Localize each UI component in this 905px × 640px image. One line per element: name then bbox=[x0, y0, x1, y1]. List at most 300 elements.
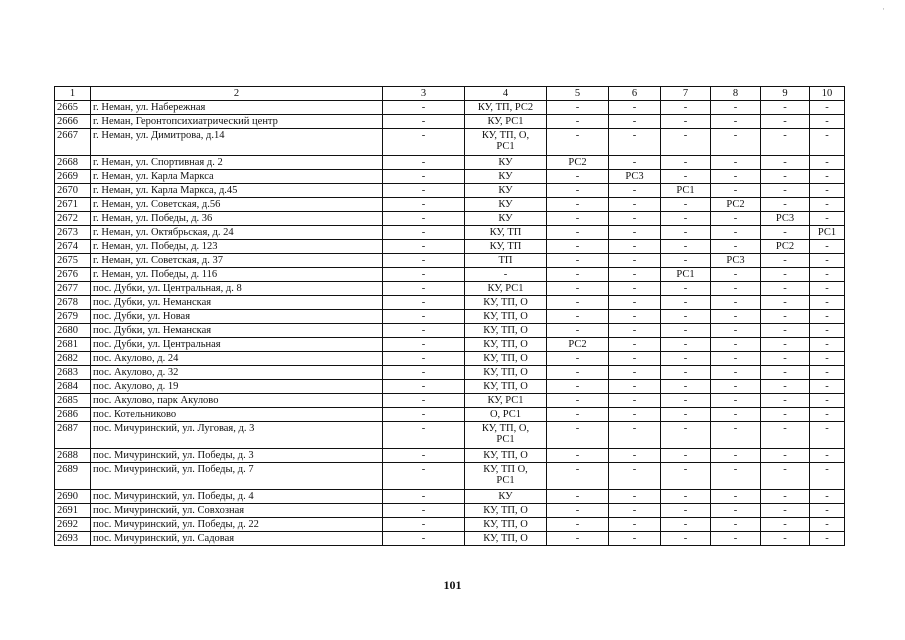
header-cell: 6 bbox=[609, 87, 661, 101]
cell-col-5: - bbox=[547, 101, 609, 115]
cell-col-10: - bbox=[810, 254, 845, 268]
cell-address: г. Неман, ул. Советская, д. 37 bbox=[91, 254, 383, 268]
cell-col-3: - bbox=[383, 394, 465, 408]
cell-col-6: - bbox=[609, 240, 661, 254]
cell-col-3: - bbox=[383, 115, 465, 129]
cell-col-3: - bbox=[383, 282, 465, 296]
cell-col-10: - bbox=[810, 532, 845, 546]
cell-col-6: - bbox=[609, 115, 661, 129]
cell-col-5: - bbox=[547, 240, 609, 254]
cell-col-3: - bbox=[383, 463, 465, 490]
cell-col-6: - bbox=[609, 490, 661, 504]
cell-row-number: 2665 bbox=[55, 101, 91, 115]
header-cell: 4 bbox=[465, 87, 547, 101]
cell-col-3: - bbox=[383, 226, 465, 240]
cell-col-10: - bbox=[810, 380, 845, 394]
cell-col-9: - bbox=[761, 129, 810, 156]
cell-col-8: - bbox=[711, 212, 761, 226]
cell-col-3: - bbox=[383, 212, 465, 226]
cell-col-7: - bbox=[661, 226, 711, 240]
cell-col-3: - bbox=[383, 198, 465, 212]
cell-col-7: - bbox=[661, 338, 711, 352]
cell-address: г. Неман, ул. Победы, д. 116 bbox=[91, 268, 383, 282]
cell-address: г. Неман, Геронтопсихиатрический центр bbox=[91, 115, 383, 129]
cell-col-7: - bbox=[661, 198, 711, 212]
cell-col-7: - bbox=[661, 490, 711, 504]
cell-col-10: - bbox=[810, 170, 845, 184]
cell-col-4: КУ, ТП bbox=[465, 226, 547, 240]
table-row bbox=[55, 129, 845, 156]
cell-col-5: - bbox=[547, 394, 609, 408]
cell-col-7: - bbox=[661, 532, 711, 546]
cell-col-7: - bbox=[661, 324, 711, 338]
cell-col-4: КУ, ТП, О bbox=[465, 518, 547, 532]
table-row bbox=[55, 422, 845, 449]
cell-address: пос. Дубки, ул. Центральная, д. 8 bbox=[91, 282, 383, 296]
cell-address: пос. Мичуринский, ул. Луговая, д. 3 bbox=[91, 422, 383, 449]
cell-row-number: 2686 bbox=[55, 408, 91, 422]
table-body bbox=[55, 101, 845, 546]
cell-row-number: 2669 bbox=[55, 170, 91, 184]
table-row bbox=[55, 254, 845, 268]
cell-row-number: 2675 bbox=[55, 254, 91, 268]
cell-col-9: РС3 bbox=[761, 212, 810, 226]
cell-address: пос. Мичуринский, ул. Победы, д. 3 bbox=[91, 449, 383, 463]
header-cell: 8 bbox=[711, 87, 761, 101]
cell-col-9: - bbox=[761, 282, 810, 296]
cell-row-number: 2684 bbox=[55, 380, 91, 394]
cell-col-5: - bbox=[547, 296, 609, 310]
cell-col-4: КУ, ТП, О bbox=[465, 296, 547, 310]
cell-col-10: - bbox=[810, 129, 845, 156]
cell-col-10: - bbox=[810, 352, 845, 366]
cell-col-6: - bbox=[609, 226, 661, 240]
cell-col-4: КУ, ТП, О, РС1 bbox=[465, 129, 547, 156]
cell-col-5: - bbox=[547, 115, 609, 129]
table-row bbox=[55, 156, 845, 170]
cell-col-6: - bbox=[609, 310, 661, 324]
cell-col-4: КУ, РС1 bbox=[465, 115, 547, 129]
cell-col-9: - bbox=[761, 463, 810, 490]
table-row bbox=[55, 282, 845, 296]
table-row bbox=[55, 296, 845, 310]
table-row bbox=[55, 449, 845, 463]
cell-col-6: - bbox=[609, 296, 661, 310]
cell-col-6: - bbox=[609, 212, 661, 226]
cell-col-6: - bbox=[609, 504, 661, 518]
table-row bbox=[55, 115, 845, 129]
cell-row-number: 2677 bbox=[55, 282, 91, 296]
cell-col-4: КУ, ТП, РС2 bbox=[465, 101, 547, 115]
cell-col-6: - bbox=[609, 380, 661, 394]
cell-col-7: - bbox=[661, 422, 711, 449]
cell-col-9: - bbox=[761, 101, 810, 115]
cell-col-8: - bbox=[711, 282, 761, 296]
cell-col-3: - bbox=[383, 518, 465, 532]
cell-col-9: - bbox=[761, 115, 810, 129]
cell-col-6: - bbox=[609, 254, 661, 268]
cell-col-5: - bbox=[547, 366, 609, 380]
header-cell: 9 bbox=[761, 87, 810, 101]
cell-col-9: - bbox=[761, 296, 810, 310]
cell-row-number: 2690 bbox=[55, 490, 91, 504]
cell-col-9: - bbox=[761, 504, 810, 518]
cell-col-7: - bbox=[661, 240, 711, 254]
table-row bbox=[55, 338, 845, 352]
table-row bbox=[55, 380, 845, 394]
table-row bbox=[55, 184, 845, 198]
cell-col-10: - bbox=[810, 184, 845, 198]
cell-col-10: - bbox=[810, 408, 845, 422]
cell-col-3: - bbox=[383, 184, 465, 198]
cell-col-3: - bbox=[383, 490, 465, 504]
table-row bbox=[55, 226, 845, 240]
cell-col-4: КУ bbox=[465, 156, 547, 170]
cell-col-5: - bbox=[547, 352, 609, 366]
cell-address: пос. Дубки, ул. Неманская bbox=[91, 324, 383, 338]
header-cell: 10 bbox=[810, 87, 845, 101]
cell-col-6: - bbox=[609, 198, 661, 212]
cell-col-10: - bbox=[810, 394, 845, 408]
cell-col-3: - bbox=[383, 101, 465, 115]
cell-row-number: 2683 bbox=[55, 366, 91, 380]
cell-col-5: РС2 bbox=[547, 338, 609, 352]
cell-address: г. Неман, ул. Октябрьская, д. 24 bbox=[91, 226, 383, 240]
cell-col-10: - bbox=[810, 422, 845, 449]
cell-col-8: - bbox=[711, 324, 761, 338]
cell-col-5: - bbox=[547, 282, 609, 296]
cell-col-8: РС2 bbox=[711, 198, 761, 212]
cell-col-4: КУ bbox=[465, 212, 547, 226]
header-cell: 3 bbox=[383, 87, 465, 101]
cell-col-4: КУ, РС1 bbox=[465, 394, 547, 408]
cell-col-10: - bbox=[810, 338, 845, 352]
cell-col-9: - bbox=[761, 310, 810, 324]
cell-col-3: - bbox=[383, 338, 465, 352]
cell-col-3: - bbox=[383, 268, 465, 282]
table-row bbox=[55, 198, 845, 212]
cell-col-8: - bbox=[711, 115, 761, 129]
cell-col-10: - bbox=[810, 115, 845, 129]
cell-address: пос. Дубки, ул. Центральная bbox=[91, 338, 383, 352]
cell-col-4: КУ, РС1 bbox=[465, 282, 547, 296]
cell-col-5: - bbox=[547, 449, 609, 463]
cell-col-4: КУ bbox=[465, 198, 547, 212]
header-cell: 7 bbox=[661, 87, 711, 101]
cell-col-8: - bbox=[711, 504, 761, 518]
cell-col-3: - bbox=[383, 296, 465, 310]
cell-col-10: - bbox=[810, 366, 845, 380]
cell-col-7: - bbox=[661, 101, 711, 115]
cell-col-5: - bbox=[547, 170, 609, 184]
table-row bbox=[55, 170, 845, 184]
cell-address: пос. Дубки, ул. Неманская bbox=[91, 296, 383, 310]
cell-col-10: - bbox=[810, 449, 845, 463]
cell-col-3: - bbox=[383, 532, 465, 546]
cell-col-10: - bbox=[810, 101, 845, 115]
cell-col-5: - bbox=[547, 212, 609, 226]
cell-col-9: - bbox=[761, 422, 810, 449]
cell-col-7: - bbox=[661, 463, 711, 490]
cell-col-4: КУ bbox=[465, 170, 547, 184]
cell-row-number: 2689 bbox=[55, 463, 91, 490]
cell-col-8: - bbox=[711, 129, 761, 156]
cell-col-5: - bbox=[547, 198, 609, 212]
table-row bbox=[55, 324, 845, 338]
cell-col-4: КУ bbox=[465, 184, 547, 198]
table-row bbox=[55, 101, 845, 115]
cell-col-8: - bbox=[711, 170, 761, 184]
cell-col-4: КУ, ТП, О bbox=[465, 324, 547, 338]
cell-col-7: РС1 bbox=[661, 184, 711, 198]
cell-col-8: - bbox=[711, 449, 761, 463]
cell-col-8: - bbox=[711, 226, 761, 240]
cell-col-6: - bbox=[609, 422, 661, 449]
cell-address: пос. Мичуринский, ул. Победы, д. 22 bbox=[91, 518, 383, 532]
cell-col-5: РС2 bbox=[547, 156, 609, 170]
cell-col-4: КУ, ТП, О bbox=[465, 449, 547, 463]
cell-row-number: 2671 bbox=[55, 198, 91, 212]
table-row bbox=[55, 240, 845, 254]
cell-col-9: РС2 bbox=[761, 240, 810, 254]
cell-row-number: 2672 bbox=[55, 212, 91, 226]
cell-col-7: - bbox=[661, 504, 711, 518]
page-number: 101 bbox=[443, 578, 462, 592]
cell-address: пос. Акулово, парк Акулово bbox=[91, 394, 383, 408]
cell-col-5: - bbox=[547, 490, 609, 504]
cell-address: г. Неман, ул. Победы, д. 36 bbox=[91, 212, 383, 226]
cell-col-5: - bbox=[547, 532, 609, 546]
cell-row-number: 2685 bbox=[55, 394, 91, 408]
cell-row-number: 2666 bbox=[55, 115, 91, 129]
cell-col-9: - bbox=[761, 338, 810, 352]
cell-col-10: - bbox=[810, 212, 845, 226]
cell-col-3: - bbox=[383, 422, 465, 449]
cell-row-number: 2681 bbox=[55, 338, 91, 352]
table-row bbox=[55, 268, 845, 282]
cell-row-number: 2670 bbox=[55, 184, 91, 198]
cell-col-8: - bbox=[711, 338, 761, 352]
cell-col-9: - bbox=[761, 254, 810, 268]
cell-col-4: КУ, ТП О, РС1 bbox=[465, 463, 547, 490]
cell-col-10: - bbox=[810, 156, 845, 170]
cell-col-7: - bbox=[661, 380, 711, 394]
table-row bbox=[55, 310, 845, 324]
cell-col-7: - bbox=[661, 310, 711, 324]
cell-col-5: - bbox=[547, 184, 609, 198]
table-row bbox=[55, 366, 845, 380]
cell-row-number: 2674 bbox=[55, 240, 91, 254]
cell-address: г. Неман, ул. Советская, д.56 bbox=[91, 198, 383, 212]
cell-col-6: - bbox=[609, 408, 661, 422]
cell-col-9: - bbox=[761, 490, 810, 504]
cell-col-5: - bbox=[547, 518, 609, 532]
cell-col-10: - bbox=[810, 463, 845, 490]
cell-col-4: КУ bbox=[465, 490, 547, 504]
table-row bbox=[55, 394, 845, 408]
table-row bbox=[55, 532, 845, 546]
cell-col-5: - bbox=[547, 504, 609, 518]
cell-col-8: - bbox=[711, 352, 761, 366]
cell-col-10: - bbox=[810, 282, 845, 296]
cell-col-3: - bbox=[383, 129, 465, 156]
table-row bbox=[55, 212, 845, 226]
cell-row-number: 2687 bbox=[55, 422, 91, 449]
table-row bbox=[55, 504, 845, 518]
cell-col-4: КУ, ТП, О bbox=[465, 532, 547, 546]
cell-col-6: - bbox=[609, 463, 661, 490]
cell-col-4: КУ, ТП, О bbox=[465, 504, 547, 518]
cell-row-number: 2678 bbox=[55, 296, 91, 310]
cell-col-6: - bbox=[609, 338, 661, 352]
cell-col-8: - bbox=[711, 101, 761, 115]
cell-col-9: - bbox=[761, 268, 810, 282]
cell-col-8: - bbox=[711, 156, 761, 170]
cell-col-6: - bbox=[609, 129, 661, 156]
cell-col-8: - bbox=[711, 490, 761, 504]
cell-col-8: - bbox=[711, 518, 761, 532]
cell-col-6: - bbox=[609, 282, 661, 296]
cell-col-8: - bbox=[711, 310, 761, 324]
cell-address: пос. Дубки, ул. Новая bbox=[91, 310, 383, 324]
cell-col-8: - bbox=[711, 296, 761, 310]
cell-col-6: - bbox=[609, 268, 661, 282]
cell-col-10: - bbox=[810, 198, 845, 212]
cell-col-10: - bbox=[810, 518, 845, 532]
cell-col-5: - bbox=[547, 268, 609, 282]
cell-col-3: - bbox=[383, 324, 465, 338]
cell-address: г. Неман, ул. Спортивная д. 2 bbox=[91, 156, 383, 170]
cell-col-5: - bbox=[547, 310, 609, 324]
cell-col-4: КУ, ТП bbox=[465, 240, 547, 254]
cell-col-10: - bbox=[810, 296, 845, 310]
cell-col-4: КУ, ТП, О bbox=[465, 352, 547, 366]
cell-col-3: - bbox=[383, 170, 465, 184]
cell-col-7: РС1 bbox=[661, 268, 711, 282]
cell-col-9: - bbox=[761, 449, 810, 463]
cell-col-7: - bbox=[661, 518, 711, 532]
cell-col-6: - bbox=[609, 156, 661, 170]
cell-col-9: - bbox=[761, 352, 810, 366]
cell-col-6: - bbox=[609, 394, 661, 408]
cell-col-4: ТП bbox=[465, 254, 547, 268]
table-row bbox=[55, 490, 845, 504]
cell-address: пос. Мичуринский, ул. Садовая bbox=[91, 532, 383, 546]
table-row bbox=[55, 408, 845, 422]
cell-col-8: - bbox=[711, 380, 761, 394]
header-cell: 5 bbox=[547, 87, 609, 101]
cell-col-9: - bbox=[761, 394, 810, 408]
cell-col-8: - bbox=[711, 394, 761, 408]
cell-col-4: КУ, ТП, О bbox=[465, 310, 547, 324]
cell-col-7: - bbox=[661, 352, 711, 366]
cell-col-9: - bbox=[761, 518, 810, 532]
cell-row-number: 2668 bbox=[55, 156, 91, 170]
cell-col-5: - bbox=[547, 324, 609, 338]
cell-col-6: - bbox=[609, 366, 661, 380]
cell-row-number: 2691 bbox=[55, 504, 91, 518]
cell-col-6: - bbox=[609, 352, 661, 366]
cell-row-number: 2673 bbox=[55, 226, 91, 240]
cell-col-6: - bbox=[609, 449, 661, 463]
cell-col-3: - bbox=[383, 352, 465, 366]
cell-col-7: - bbox=[661, 170, 711, 184]
cell-col-3: - bbox=[383, 380, 465, 394]
cell-col-6: - bbox=[609, 518, 661, 532]
cell-address: пос. Мичуринский, ул. Совхозная bbox=[91, 504, 383, 518]
cell-col-5: - bbox=[547, 380, 609, 394]
cell-col-3: - bbox=[383, 366, 465, 380]
cell-col-9: - bbox=[761, 156, 810, 170]
cell-col-8: - bbox=[711, 184, 761, 198]
cell-col-3: - bbox=[383, 254, 465, 268]
cell-col-7: - bbox=[661, 408, 711, 422]
cell-row-number: 2676 bbox=[55, 268, 91, 282]
cell-col-8: - bbox=[711, 408, 761, 422]
header-cell: 2 bbox=[91, 87, 383, 101]
cell-col-10: - bbox=[810, 324, 845, 338]
cell-address: пос. Мичуринский, ул. Победы, д. 7 bbox=[91, 463, 383, 490]
cell-col-8: - bbox=[711, 422, 761, 449]
cell-address: пос. Акулово, д. 24 bbox=[91, 352, 383, 366]
table-row bbox=[55, 463, 845, 490]
cell-row-number: 2693 bbox=[55, 532, 91, 546]
cell-col-9: - bbox=[761, 198, 810, 212]
cell-col-8: - bbox=[711, 532, 761, 546]
cell-col-8: РС3 bbox=[711, 254, 761, 268]
cell-row-number: 2688 bbox=[55, 449, 91, 463]
cell-col-7: - bbox=[661, 394, 711, 408]
cell-col-3: - bbox=[383, 504, 465, 518]
registry-table bbox=[54, 86, 845, 546]
cell-col-9: - bbox=[761, 380, 810, 394]
cell-col-6: - bbox=[609, 532, 661, 546]
cell-col-8: - bbox=[711, 240, 761, 254]
cell-address: пос. Акулово, д. 32 bbox=[91, 366, 383, 380]
cell-col-9: - bbox=[761, 226, 810, 240]
header-row bbox=[55, 87, 845, 101]
cell-col-3: - bbox=[383, 240, 465, 254]
cell-col-7: - bbox=[661, 296, 711, 310]
cell-col-6: РС3 bbox=[609, 170, 661, 184]
cell-col-7: - bbox=[661, 282, 711, 296]
cell-col-10: - bbox=[810, 310, 845, 324]
cell-col-3: - bbox=[383, 449, 465, 463]
cell-row-number: 2667 bbox=[55, 129, 91, 156]
cell-col-7: - bbox=[661, 212, 711, 226]
cell-col-5: - bbox=[547, 408, 609, 422]
cell-address: г. Неман, ул. Карла Маркса bbox=[91, 170, 383, 184]
cell-col-9: - bbox=[761, 170, 810, 184]
cell-col-10: РС1 bbox=[810, 226, 845, 240]
cell-col-4: КУ, ТП, О bbox=[465, 338, 547, 352]
cell-col-6: - bbox=[609, 184, 661, 198]
cell-address: пос. Акулово, д. 19 bbox=[91, 380, 383, 394]
cell-col-5: - bbox=[547, 129, 609, 156]
table-row bbox=[55, 352, 845, 366]
cell-col-9: - bbox=[761, 408, 810, 422]
cell-address: пос. Котельниково bbox=[91, 408, 383, 422]
cell-col-4: КУ, ТП, О bbox=[465, 366, 547, 380]
cell-col-9: - bbox=[761, 366, 810, 380]
cell-col-4: О, РС1 bbox=[465, 408, 547, 422]
cell-col-3: - bbox=[383, 310, 465, 324]
cell-col-5: - bbox=[547, 254, 609, 268]
cell-address: г. Неман, ул. Набережная bbox=[91, 101, 383, 115]
header-cell: 1 bbox=[55, 87, 91, 101]
cell-row-number: 2680 bbox=[55, 324, 91, 338]
cell-address: г. Неман, ул. Димитрова, д.14 bbox=[91, 129, 383, 156]
